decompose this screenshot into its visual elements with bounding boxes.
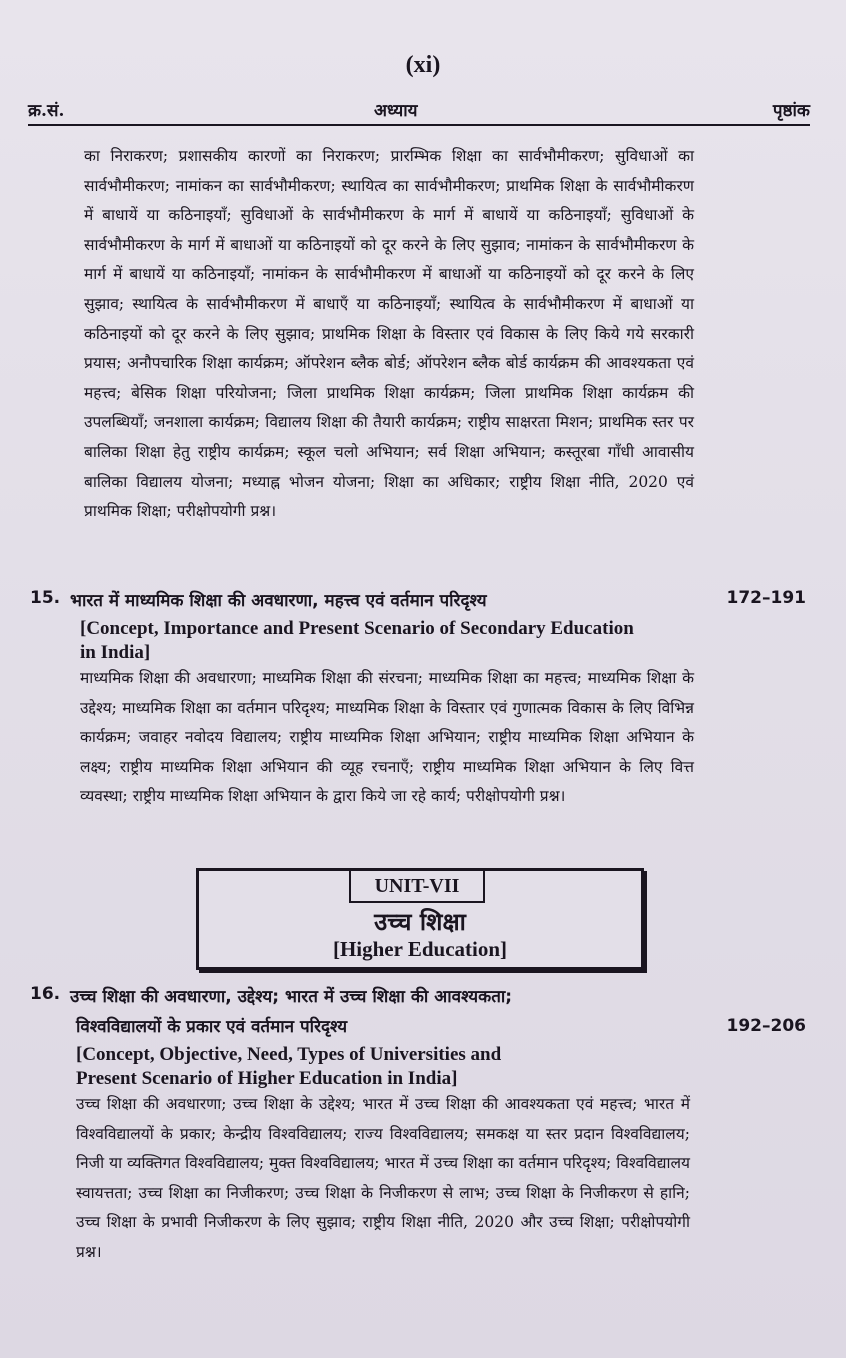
table-header	[28, 96, 810, 126]
chapter-15-title-hindi: भारत में माध्यमिक शिक्षा की अवधारणा, महत्त्व एवं वर्तमान परिदृश्य	[70, 591, 487, 611]
chapter-15-pages: 172–191	[726, 588, 806, 608]
chapter-14-contents-continued: का निराकरण; प्रशासकीय कारणों का निराकरण; प्रारम्भिक शिक्षा का सार्वभौमीकरण; सुविधाओं का सार्वभौमीकरण; नामांकन का सार्वभौमीकरण; स्थायित्व का सार्वभौमीकरण; प्राथमिक शिक्षा के सार्वभौमीकरण में बाधायें या कठिनाइयाँ; सुविधाओं के सार्वभौमीकरण के मार्ग में बाधायें या कठिनाइयाँ; सुविधाओं के सार्वभौमीकरण के मार्ग में बाधाओं या कठिनाइयों को दूर करने के लिए सुझाव; नामांकन के सार्वभौमीकरण के मार्ग में बाधायें या कठिनाइयाँ; नामांकन के सार्वभौमीकरण में बाधाओं या कठिनाइयों को दूर करने के लिए सुझाव; स्थायित्व के सार्वभौमीकरण में बाधाएँ या कठिनाइयाँ; स्थायित्व के सार्वभौमीकरण में बाधाओं या कठिनाइयों को दूर करने के लिए सुझाव; प्राथमिक शिक्षा के विस्तार एवं विकास के लिए किये गये सरकारी प्रयास; अनौपचारिक शिक्षा कार्यक्रम; ऑपरेशन ब्लैक बोर्ड; ऑपरेशन ब्लैक बोर्ड कार्यक्रम की आवश्यकता एवं महत्त्व; बेसिक शिक्षा परियोजना; जिला प्राथमिक शिक्षा कार्यक्रम; जिला प्राथमिक शिक्षा कार्यक्रम की उपलब्धियाँ; जनशाला कार्यक्रम; विद्यालय शिक्षा की तैयारी कार्यक्रम; राष्ट्रीय साक्षरता मिशन; प्राथमिक स्तर पर बालिका शिक्षा हेतु राष्ट्रीय कार्यक्रम; स्कूल चलो अभियान; सर्व शिक्षा अभियान; कस्तूरबा गाँधी आवासीय बालिका विद्यालय योजना; मध्याह्न भोजन योजना; शिक्षा का अधिकार; राष्ट्रीय शिक्षा नीति, 2020 एवं प्राथमिक शिक्षा; परीक्षोपयोगी प्रश्न।	[84, 147, 694, 521]
chapter-16-title-hindi-line2: विश्वविद्यालयों के प्रकार एवं वर्तमान परिदृश्य	[76, 1017, 348, 1037]
chapter-16-title-english-line2: Present Scenario of Higher Education in India]	[76, 1068, 458, 1089]
header-serial: क्र.सं.	[28, 101, 65, 121]
chapter-15-title-english-line2: in India]	[80, 642, 151, 663]
chapter-15-title-english-line1: [Concept, Importance and Present Scenario of Secondary Education	[80, 618, 634, 639]
unit-title-hindi: उच्च शिक्षा	[374, 908, 466, 936]
chapter-16-contents: उच्च शिक्षा की अवधारणा; उच्च शिक्षा के उद्देश्य; भारत में उच्च शिक्षा की आवश्यकता एवं महत्त्व; भारत में विश्वविद्यालयों के प्रकार; केन्द्रीय विश्वविद्यालय; राज्य विश्वविद्यालय; समकक्ष या स्तर प्रदान विश्वविद्यालय; निजी या व्यक्तिगत विश्वविद्यालय; मुक्त विश्वविद्यालय; भारत में उच्च शिक्षा का वर्तमान परिदृश्य; विश्वविद्यालय स्वायत्तता; उच्च शिक्षा का निजीकरण; उच्च शिक्षा के निजीकरण से लाभ; उच्च शिक्षा के निजीकरण से हानि; उच्च शिक्षा के प्रभावी निजीकरण के लिए सुझाव; राष्ट्रीय शिक्षा नीति, 2020 और उच्च शिक्षा; परीक्षोपयोगी प्रश्न।	[76, 1095, 690, 1261]
chapter-15-number: 15.	[30, 588, 61, 608]
chapter-16-title-hindi-line1: उच्च शिक्षा की अवधारणा, उद्देश्य; भारत में उच्च शिक्षा की आवश्यकता;	[70, 987, 513, 1007]
chapter-15-contents: माध्यमिक शिक्षा की अवधारणा; माध्यमिक शिक्षा की संरचना; माध्यमिक शिक्षा का महत्त्व; माध्यमिक शिक्षा के उद्देश्य; माध्यमिक शिक्षा का वर्तमान परिदृश्य; माध्यमिक शिक्षा के विस्तार एवं गुणात्मक विकास के लिए विभिन्न कार्यक्रम; जवाहर नवोदय विद्यालय; राष्ट्रीय माध्यमिक शिक्षा अभियान; राष्ट्रीय माध्यमिक शिक्षा अभियान के लक्ष्य; राष्ट्रीय माध्यमिक शिक्षा अभियान की व्यूह रचनाएँ; राष्ट्रीय माध्यमिक शिक्षा अभियान के लिए वित्त व्यवस्था; राष्ट्रीय माध्यमिक शिक्षा अभियान के द्वारा किये जा रहे कार्य; परीक्षोपयोगी प्रश्न।	[80, 669, 694, 806]
chapter-16-title-english-line1: [Concept, Objective, Need, Types of Universities and	[76, 1044, 502, 1065]
unit-title-english: [Higher Education]	[332, 937, 508, 961]
chapter-16-pages: 192–206	[726, 1016, 806, 1036]
chapter-16-number: 16.	[30, 984, 61, 1004]
header-page: पृष्ठांक	[772, 101, 810, 121]
unit-label: UNIT-VII	[349, 869, 485, 903]
header-chapter: अध्याय	[374, 101, 418, 121]
page-number: (xi)	[405, 52, 441, 78]
unit-heading-box	[196, 868, 644, 970]
